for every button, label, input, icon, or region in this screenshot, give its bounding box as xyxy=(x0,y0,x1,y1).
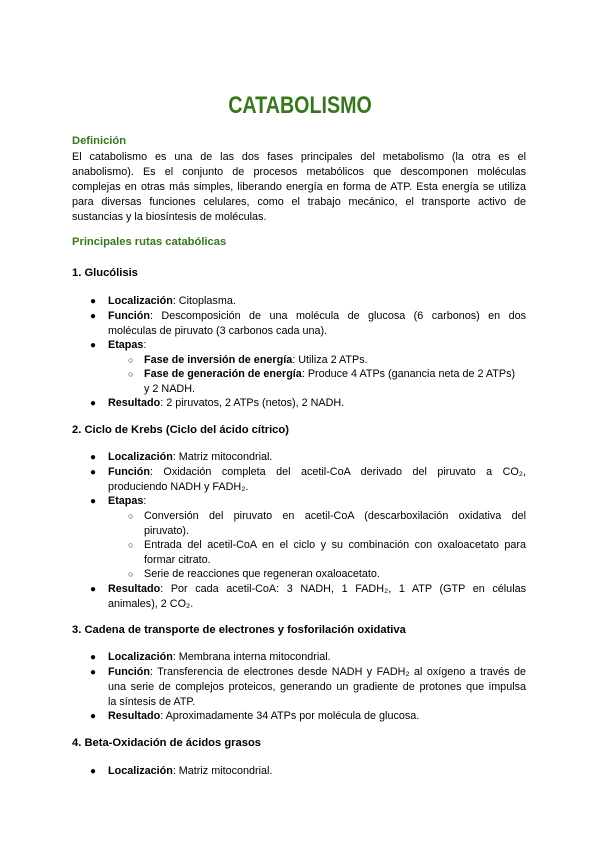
bullet-icon: ● xyxy=(90,311,97,322)
definicion-line-3: complejas en otras más simples, liberando energía en forma de ATP. Esta energía se utiliza xyxy=(72,181,526,193)
bullet-icon: ● xyxy=(90,584,97,595)
glucolisis-fase-1: Fase de inversión de energía: Utiliza 2 ATPs. xyxy=(144,354,368,366)
cadena-funcion-3: la síntesis de ATP. xyxy=(108,696,196,708)
beta-heading: 4. Beta-Oxidación de ácidos grasos xyxy=(72,737,262,749)
cadena-heading: 3. Cadena de transporte de electrones y fosforilación oxidativa xyxy=(72,624,406,636)
glucolisis-localizacion: Localización: Citoplasma. xyxy=(108,295,236,307)
krebs-resultado-1: Resultado: Por cada acetil-CoA: 3 NADH, 1 FADH₂, 1 ATP (GTP en células xyxy=(108,583,526,595)
krebs-etapa-3: Serie de reacciones que regeneran oxaloacetato. xyxy=(144,568,380,580)
beta-localizacion: Localización: Matriz mitocondrial. xyxy=(108,765,273,777)
krebs-etapa-1-2: piruvato). xyxy=(144,525,190,537)
definicion-line-4: para diversas funciones celulares, como el trabajo mecánico, el transporte activo de xyxy=(72,196,526,208)
bullet-icon: ● xyxy=(90,467,97,478)
circle-bullet-icon: ○ xyxy=(128,369,134,379)
glucolisis-heading: 1. Glucólisis xyxy=(72,267,138,279)
cadena-resultado: Resultado: Aproximadamente 34 ATPs por molécula de glucosa. xyxy=(108,710,420,722)
cadena-funcion-1: Función: Transferencia de electrones desde NADH y FADH₂ al oxígeno a través de xyxy=(108,666,526,678)
definicion-line-1: El catabolismo es una de las dos fases principales del metabolismo (la otra es el xyxy=(72,151,526,163)
krebs-resultado-2: animales), 2 CO₂. xyxy=(108,598,194,610)
bullet-icon: ● xyxy=(90,296,97,307)
krebs-etapas: Etapas: xyxy=(108,495,147,507)
bullet-icon: ● xyxy=(90,452,97,463)
krebs-etapa-1-1: Conversión del piruvato en acetil-CoA (descarboxilación oxidativa del xyxy=(144,510,526,522)
glucolisis-funcion-2: moléculas de piruvato (3 carbonos cada una). xyxy=(108,325,328,337)
glucolisis-fase-2-1: Fase de generación de energía: Produce 4 ATPs (ganancia neta de 2 ATPs) xyxy=(144,368,516,380)
glucolisis-etapas: Etapas: xyxy=(108,339,147,351)
definicion-heading: Definición xyxy=(72,135,127,147)
krebs-heading: 2. Ciclo de Krebs (Ciclo del ácido cítrico) xyxy=(72,424,289,436)
krebs-etapa-2-2: formar citrato. xyxy=(144,554,211,566)
bullet-icon: ● xyxy=(90,340,97,351)
bullet-icon: ● xyxy=(90,652,97,663)
glucolisis-funcion-1: Función: Descomposición de una molécula de glucosa (6 carbonos) en dos xyxy=(108,310,526,322)
glucolisis-fase-2-2: y 2 NADH. xyxy=(144,383,195,395)
circle-bullet-icon: ○ xyxy=(128,511,134,521)
krebs-etapa-2-1: Entrada del acetil-CoA en el ciclo y su combinación con oxaloacetato para xyxy=(144,539,526,551)
definicion-line-2: anabolismo). Es el conjunto de procesos metabólicos que descomponen moléculas xyxy=(72,166,526,178)
krebs-funcion-2: produciendo NADH y FADH₂. xyxy=(108,481,249,493)
krebs-localizacion: Localización: Matriz mitocondrial. xyxy=(108,451,273,463)
rutas-heading: Principales rutas catabólicas xyxy=(72,236,227,248)
bullet-icon: ● xyxy=(90,667,97,678)
circle-bullet-icon: ○ xyxy=(128,540,134,550)
circle-bullet-icon: ○ xyxy=(128,355,134,365)
krebs-funcion-1: Función: Oxidación completa del acetil-CoA derivado del piruvato a CO₂, xyxy=(108,466,526,478)
glucolisis-resultado: Resultado: 2 piruvatos, 2 ATPs (netos), 2 NADH. xyxy=(108,397,345,409)
page-title: CATABOLISMO xyxy=(228,92,372,119)
bullet-icon: ● xyxy=(90,496,97,507)
bullet-icon: ● xyxy=(90,711,97,722)
bullet-icon: ● xyxy=(90,398,97,409)
cadena-localizacion: Localización: Membrana interna mitocondrial. xyxy=(108,651,331,663)
bullet-icon: ● xyxy=(90,766,97,777)
cadena-funcion-2: una serie de complejos proteicos, generando un gradiente de protones que impulsa xyxy=(108,681,526,693)
definicion-line-5: sustancias y la biosíntesis de moléculas. xyxy=(72,211,267,223)
circle-bullet-icon: ○ xyxy=(128,569,134,579)
